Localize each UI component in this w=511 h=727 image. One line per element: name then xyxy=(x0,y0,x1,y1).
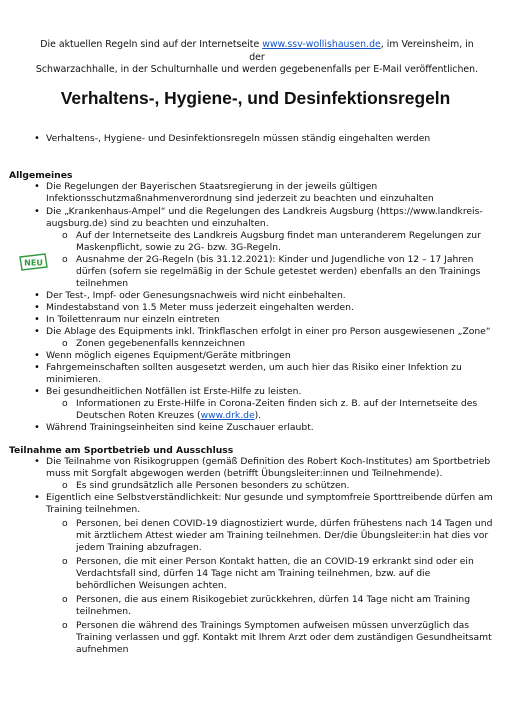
sub-bullet-icon: o xyxy=(62,518,68,529)
sub-list-item-continuation: Maskenpflicht, sowie zu 2G- bzw. 3G-Regeln. xyxy=(76,242,281,253)
list-item: Verhaltens-, Hygiene- und Desinfektionsregeln müssen ständig eingehalten werden xyxy=(46,133,431,144)
sub-list-item-continuation: dürfen (sofern sie regelmäßig in der Schule getestet werden) ebenfalls an den Trainings xyxy=(76,266,481,277)
bullet-icon: • xyxy=(34,350,40,361)
sub-bullet-icon: o xyxy=(62,594,68,605)
sub-list-item-continuation: behördlichen Weisungen achten. xyxy=(76,580,227,591)
bullet-icon: • xyxy=(34,386,40,397)
intro-text-start: Die aktuellen Regeln sind auf der Internetseite xyxy=(40,39,263,50)
new-badge-icon xyxy=(18,253,48,271)
list-item: Der Test-, Impf- oder Genesungsnachweis wird nicht einbehalten. xyxy=(46,290,346,301)
bullet-icon: • xyxy=(34,456,40,467)
list-item: In Toilettenraum nur einzeln eintreten xyxy=(46,314,220,325)
list-item-continuation: muss mit Sorgfalt abgewogen werden (betrifft Übungsleiter:innen und Teilnehmende). xyxy=(46,468,443,479)
sub-list-item-continuation: aufnehmen xyxy=(76,644,129,655)
list-item-continuation: Infektionsschutzmaßnahmenverordnung sind jederzeit zu beachten und einzuhalten xyxy=(46,193,434,204)
list-item-continuation: augsburg.de) sind zu beachten und einzuhalten. xyxy=(46,218,269,229)
drk-text-end: ). xyxy=(254,410,262,421)
bullet-icon: • xyxy=(34,314,40,325)
bullet-icon: • xyxy=(34,133,40,144)
bullet-icon: • xyxy=(34,422,40,433)
list-item: Eigentlich eine Selbstverständlichkeit: Nur gesunde und symptomfreie Sporttreibende dürfen am xyxy=(46,492,493,503)
bullet-icon: • xyxy=(34,181,40,192)
list-item: Die Teilnahme von Risikogruppen (gemäß Definition des Robert Koch-Institutes) am Sportbetrieb xyxy=(46,456,491,467)
list-item-continuation: minimieren. xyxy=(46,374,102,385)
bullet-icon: • xyxy=(34,302,40,313)
sub-list-item-continuation: teilnehmen xyxy=(76,278,129,289)
list-item: Bei gesundheitlichen Notfällen ist Erste-Hilfe zu leisten. xyxy=(46,386,302,397)
sub-list-item-continuation: Verdachtsfall sind, dürfen 14 Tage nicht am Training teilnehmen, bzw. auf die xyxy=(76,568,431,579)
sub-list-item: Zonen gegebenenfalls kennzeichnen xyxy=(76,338,246,349)
intro-text-end: , im Vereinsheim, in der xyxy=(249,39,474,63)
list-item: Während Trainingseinheiten sind keine Zuschauer erlaubt. xyxy=(46,422,314,433)
sub-list-item-continuation: jedem Training abzufragen. xyxy=(76,542,202,553)
bullet-icon: • xyxy=(34,206,40,217)
list-item: Fahrgemeinschaften sollten ausgesetzt werden, um auch hier das Risiko einer Infektion zu xyxy=(46,362,462,373)
sub-bullet-icon: o xyxy=(62,556,68,567)
sub-bullet-icon: o xyxy=(62,230,68,241)
sub-list-item: Informationen zu Erste-Hilfe in Corona-Zeiten finden sich z. B. auf der Internetseite des xyxy=(76,398,478,409)
new-badge-text: NEU xyxy=(24,258,43,268)
sub-list-item: Personen, die mit einer Person Kontakt hatten, die an COVID-19 erkrankt sind oder ein xyxy=(76,556,474,567)
bullet-icon: • xyxy=(34,492,40,503)
sub-bullet-icon: o xyxy=(62,480,68,491)
sub-list-item: Personen, die aus einem Risikogebiet zurückkehren, dürfen 14 Tage nicht am Training xyxy=(76,594,471,605)
sub-bullet-icon: o xyxy=(62,254,68,265)
sub-list-item-continuation: Training verlassen und ggf. Kontakt mit Ihrem Arzt oder dem zuständigen Gesundheitsamt xyxy=(76,632,492,643)
sub-list-item: Auf der Internetseite des Landkreis Augsburg findet man unteranderem Regelungen zur xyxy=(76,230,481,241)
drk-link[interactable]: www.drk.de xyxy=(200,410,255,421)
bullet-icon: • xyxy=(34,290,40,301)
list-item: Die Regelungen der Bayerischen Staatsregierung in der jeweils gültigen xyxy=(46,181,378,192)
sub-list-item: Es sind grundsätzlich alle Personen besonders zu schützen. xyxy=(76,480,350,491)
list-item: Die „Krankenhaus-Ampel“ und die Regelungen des Landkreis Augsburg (https://www.landkreis- xyxy=(46,206,483,217)
bullet-icon: • xyxy=(34,326,40,337)
list-item-continuation: Training teilnehmen. xyxy=(46,504,141,515)
intro-paragraph xyxy=(34,39,480,77)
list-item: Die Ablage des Equipments inkl. Trinkflaschen erfolgt in einer pro Person ausgewiesenen „Zone“ xyxy=(46,326,491,337)
sub-list-item-continuation: mit ärztlichem Attest wieder am Training teilnehmen. Der/die Übungsleiter:in hat dies vor xyxy=(76,530,489,541)
section-heading-teilnahme: Teilnahme am Sportbetrieb und Ausschluss xyxy=(9,445,234,456)
sub-bullet-icon: o xyxy=(62,338,68,349)
drk-text-start: Deutschen Roten Kreuzes ( xyxy=(76,410,201,421)
section-heading-allgemeines: Allgemeines xyxy=(9,170,73,181)
list-item: Wenn möglich eigenes Equipment/Geräte mitbringen xyxy=(46,350,291,361)
sub-list-item-continuation: teilnehmen. xyxy=(76,606,132,617)
sub-list-item-continuation xyxy=(76,410,261,422)
sub-list-item: Ausnahme der 2G-Regeln (bis 31.12.2021): Kinder und Jugendliche von 12 – 17 Jahren xyxy=(76,254,474,265)
sub-list-item: Personen, bei denen COVID-19 diagnostiziert wurde, dürfen frühestens nach 14 Tagen und xyxy=(76,518,493,529)
website-link[interactable]: www.ssv-wollishausen.de xyxy=(262,39,381,50)
sub-bullet-icon: o xyxy=(62,620,68,631)
page-title: Verhaltens-, Hygiene-, und Desinfektionsregeln xyxy=(60,88,451,108)
intro-text-line2: Schwarzachhalle, in der Schulturnhalle und werden gegebenenfalls per E-Mail veröffentlichen. xyxy=(35,64,479,76)
sub-bullet-icon: o xyxy=(62,398,68,409)
list-item: Mindestabstand von 1.5 Meter muss jederzeit eingehalten werden. xyxy=(46,302,354,313)
sub-list-item: Personen die während des Trainings Symptomen aufweisen müssen unverzüglich das xyxy=(76,620,470,631)
bullet-icon: • xyxy=(34,362,40,373)
